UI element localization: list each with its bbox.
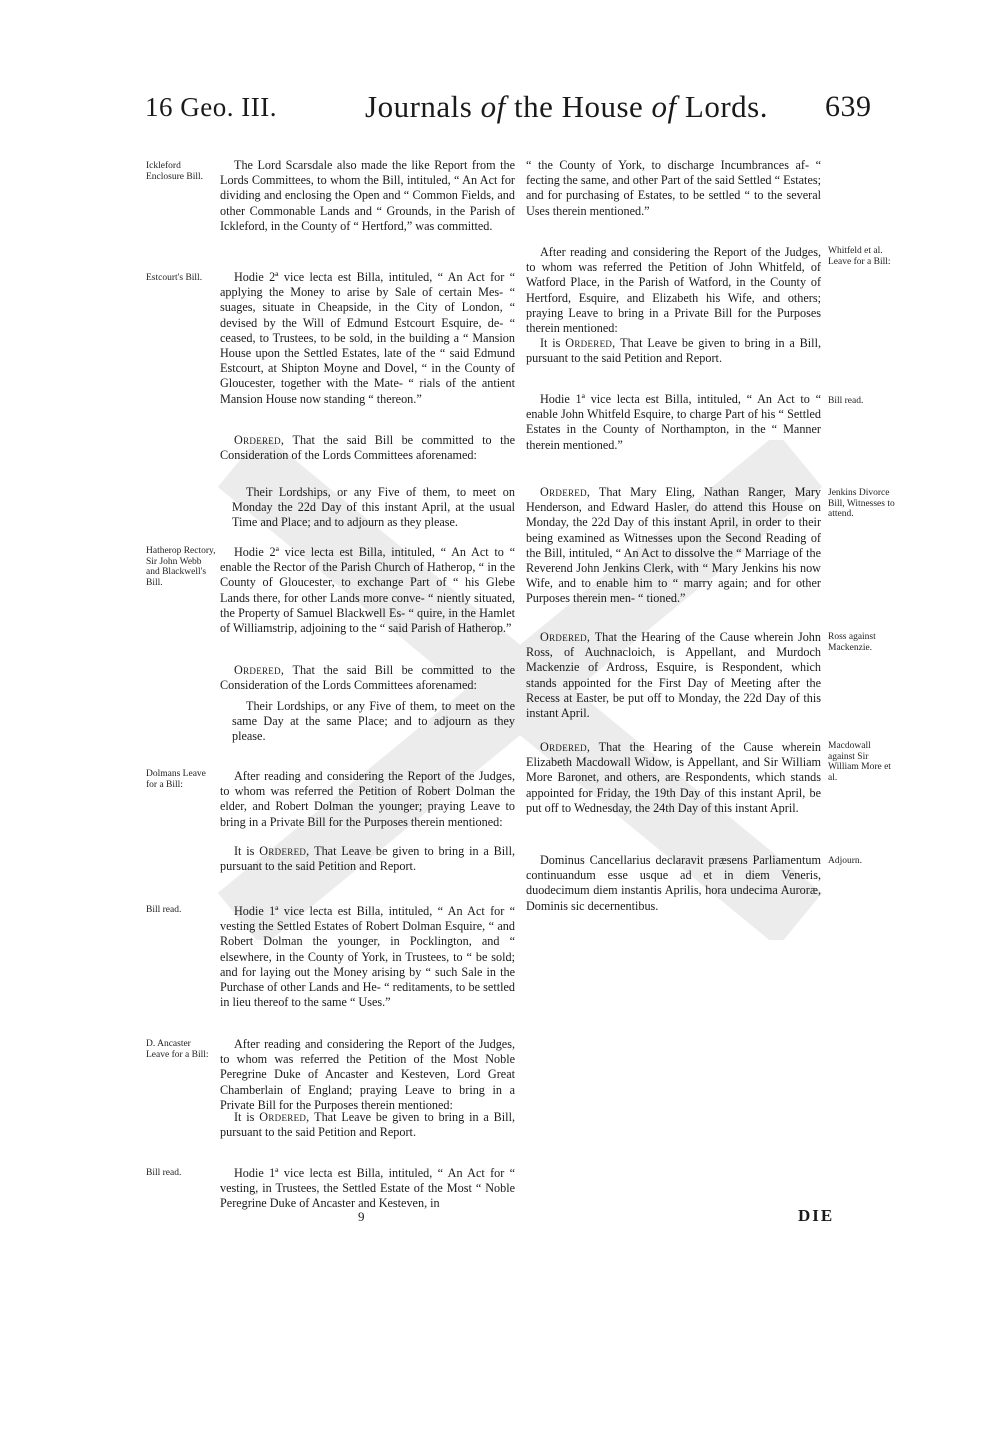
margin-note-dolman-leave: Dolmans Leave for a Bill:	[146, 769, 206, 790]
left-entry-estcourt: Hodie 2ª vice lecta est Billa, intituled, “ An Act for “ applying the Money to arise by Sale of certain Mes- “ suages, situate in Cheapside, in the City of London, “ devised by the Will of Edmund Estcourt Esquire, de- “ ceased, to Trustees, to be sold, in the building a “ Mansion House upon the Settled Estates, late of the “ said Edmund Estcourt, at Shipton Moyne and Dovel, “ in the County of Gloucester, together with the Mate- “ rials of the antient Mansion House now standing “ thereon.”	[220, 270, 515, 406]
page-header-regnal-year: 16 Geo. III.	[145, 92, 277, 122]
margin-note-macdowall: Macdowall against Sir William More et al.	[828, 741, 891, 783]
margin-note-jenkins: Jenkins Divorce Bill, Witnesses to attend.	[828, 488, 895, 519]
margin-note-ancaster-leave: D. Ancaster Leave for a Bill:	[146, 1039, 209, 1060]
margin-note-bill-read-1: Bill read.	[146, 905, 182, 915]
left-entry-hatherop: Hodie 2ª vice lecta est Billa, intituled, “ An Act to “ enable the Rector of the Parish Church of Hatherop, “ in the County of Gloucester, to exchange Part of “ his Glebe Lands there, for other Lands more conve- “ niently situated, the Property of Samuel Blackwell Es- “ quire, in the Hamlet of Williamstrip, adjoining to the “ said Parish of Hatherop.”	[220, 545, 515, 636]
page-number: 639	[825, 90, 872, 123]
right-entry-ross-hearing: Ordered, That the Hearing of the Cause wherein John Ross, of Auchnacloich, is Appellant, and Murdoch Mackenzie of Ardross, Esquire, is Respondent, which stands appointed for the First Day of Meeting after the Recess at Easter, be put off to Monday, the 22d Day of this instant April.	[526, 630, 821, 721]
right-entry-adjournment: Dominus Cancellarius declaravit præsens Parliamentum continuandum esse usque ad et in diem Veneris, duodecimum diem instantis Aprilis, hora undecima Auroræ, Dominis sic decernentibus.	[526, 853, 821, 913]
left-entry-hatherop-meeting: Their Lordships, or any Five of them, to meet on the same Day at the same Place; and to adjourn as they please.	[232, 699, 515, 744]
left-entry-estcourt-ordered: Ordered, That the said Bill be committed to the Consideration of the Lords Committees aforenamed:	[220, 433, 515, 463]
margin-note-ross: Ross against Mackenzie.	[828, 632, 876, 653]
left-entry-dolman-ordered: It is Ordered, That Leave be given to bring in a Bill, pursuant to the said Petition and Report.	[220, 844, 515, 874]
margin-note-ickleford: Ickleford Enclosure Bill.	[146, 161, 203, 182]
left-entry-estcourt-meeting: Their Lordships, or any Five of them, to meet on Monday the 22d Day of this instant April, at the usual Time and Place; and to adjourn as they please.	[232, 485, 515, 530]
catchword: DIE	[798, 1206, 835, 1225]
right-entry-whitfeld-report: After reading and considering the Report of the Judges, to whom was referred the Petition of John Whitfeld, of Watford Place, in the Parish of Watford, in the County of Hertford, Esquire, and Elizabeth his Wife, and others; praying Leave to bring in a Private Bill for the Purposes therein mentioned:	[526, 245, 821, 336]
right-entry-macdowall-hearing: Ordered, That the Hearing of the Cause wherein Elizabeth Macdowall Widow, is Appellant, and Sir William More Baronet, and others, are Respondents, which stands appointed for Friday, the 19th Day of this instant April, be put off to Wednesday, the 24th Day of this instant April.	[526, 740, 821, 815]
left-entry-ancaster-report: After reading and considering the Report of the Judges, to whom was referred the Petition of the Most Noble Peregrine Duke of Ancaster and Kesteven, Lord Great Chamberlain of England; praying Leave to bring in a Private Bill for the Purposes therein mentioned:	[220, 1037, 515, 1112]
left-entry-ancaster-bill: Hodie 1ª vice lecta est Billa, intituled, “ An Act for “ vesting, in Trustees, the Settled Estate of the Most “ Noble Peregrine Duke of Ancaster and Kesteven, in	[220, 1166, 515, 1211]
right-entry-ancaster-continued: “ the County of York, to discharge Incumbrances af- “ fecting the same, and other Part of the said Settled “ Estates; and for purchasing of Estates, to be settled “ to the several Uses therein mentioned.”	[526, 158, 821, 218]
margin-note-bill-read-3: Bill read.	[828, 396, 864, 406]
left-entry-dolman-bill: Hodie 1ª vice lecta est Billa, intituled, “ An Act for “ vesting the Settled Estates of Robert Dolman Esquire, “ and Robert Dolman the younger, in Pocklington, and “ elsewhere, in the County of York, in Trustees, to “ be sold; and for laying out the Money arising by “ such Sale in the Purchase of other Lands and He- “ reditaments, to be settled in lieu thereof to the same “ Uses.”	[220, 904, 515, 1010]
left-entry-ickleford: The Lord Scarsdale also made the like Report from the Lords Committees, to whom the Bill, intituled, “ An Act for dividing and enclosing the Open and “ Common Fields, and other Commonable Lands and “ Grounds, in the Parish of Ickleford, in the County of “ Hertford,” was committed.	[220, 158, 515, 233]
signature-mark: 9	[358, 1209, 365, 1224]
margin-note-adjourn: Adjourn.	[828, 856, 863, 866]
margin-note-hatherop: Hatherop Rectory, Sir John Webb and Blackwell's Bill.	[146, 546, 216, 588]
left-entry-dolman-report: After reading and considering the Report of the Judges, to whom was referred the Petition of Robert Dolman the elder, and Robert Dolman the younger; praying Leave to bring in a Private Bill for the Purposes therein mentioned:	[220, 769, 515, 829]
margin-note-whitfeld-leave: Whitfeld et al. Leave for a Bill:	[828, 246, 891, 267]
page-header-title: Journals of the House of Lords.	[365, 89, 768, 124]
margin-note-estcourt: Estcourt's Bill.	[146, 273, 203, 283]
left-entry-hatherop-ordered: Ordered, That the said Bill be committed to the Consideration of the Lords Committees aforenamed:	[220, 663, 515, 693]
right-entry-whitfeld-ordered: It is Ordered, That Leave be given to bring in a Bill, pursuant to the said Petition and Report.	[526, 336, 821, 366]
margin-note-bill-read-2: Bill read.	[146, 1168, 182, 1178]
right-entry-jenkins-witnesses: Ordered, That Mary Eling, Nathan Ranger, Mary Henderson, and Edward Hasler, do attend this House on Monday, the 22d Day of this instant April, in order to their being examined as Witnesses upon the Second Reading of the Bill, intituled, “ An Act to dissolve the “ Marriage of the Reverend John Jenkins Clerk, with “ Mary Jenkins his now Wife, and to enable him to “ marry again; and for other Purposes therein men- “ tioned.”	[526, 485, 821, 606]
left-entry-ancaster-ordered: It is Ordered, That Leave be given to bring in a Bill, pursuant to the said Petition and Report.	[220, 1110, 515, 1140]
right-entry-whitfeld-bill: Hodie 1ª vice lecta est Billa, intituled, “ An Act to “ enable John Whitfeld Esquire, to charge Part of his “ Settled Estates in the County of Northampton, in the “ Manner therein mentioned.”	[526, 392, 821, 452]
